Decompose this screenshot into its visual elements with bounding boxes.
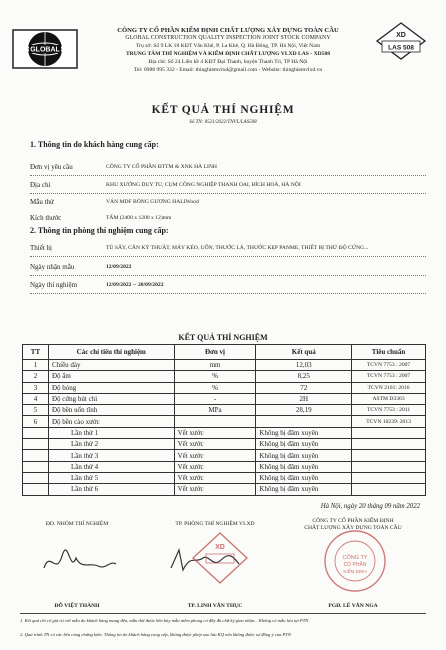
row-result: 12,03 (256, 360, 352, 371)
subrow-trial: Lần thử 5 (48, 472, 174, 483)
row-tt: 1 (23, 360, 49, 371)
subrow-trial: Lần thử 1 (48, 427, 174, 438)
table-row (23, 382, 426, 393)
footnote-1: 1. Kết quả chỉ có giá trị với mẫu do khách hàng mang đến, mẫu thử được bên bảy mẫu niêm phong có đầy đủ chữ ký giao nhận... Không có mẫu lưu tại PTN (20, 618, 309, 623)
address-value: KHU XƯỞNG DUY TU, CỤM CÔNG NGHIỆP THANH OAI, BÍCH HOÀ, HÀ NỘI (106, 182, 301, 188)
footnote-divider (20, 613, 426, 614)
subrow-trial: Lần thử 4 (48, 461, 174, 472)
subrow-standard-empty (352, 484, 426, 495)
signer-middle-role: TP. PHÒNG THÍ NGHIỆM VLXD (175, 521, 255, 527)
subrow-standard-empty (352, 427, 426, 438)
row-criteria: Độ cứng bút chì (48, 393, 174, 404)
subrow-unit: Vết xước (174, 461, 256, 472)
row-standard: ASTM D3363 (352, 393, 426, 404)
row-criteria: Chiều dày (48, 360, 174, 371)
section2-heading: 2. Thông tin phòng thí nghiệm cung cấp: (30, 226, 169, 235)
row-result: 28,19 (256, 405, 352, 416)
row-tt-empty (23, 472, 49, 483)
table-header-row (23, 345, 426, 360)
subrow-trial: Lần thử 3 (48, 450, 174, 461)
test-date-label: Ngày thí nghiệm (30, 281, 78, 289)
svg-text:KIỂM ĐỊNH: KIỂM ĐỊNH (343, 569, 367, 574)
section1-heading: 1. Thông tin do khách hàng cung cấp: (30, 140, 159, 149)
row-result: 2H (256, 393, 352, 404)
divider (30, 256, 426, 257)
row-criteria: Độ bền uốn tĩnh (48, 405, 174, 416)
subrow-standard-empty (352, 472, 426, 483)
col-header-criteria: Các chỉ tiêu thí nghiệm (48, 345, 174, 360)
size-value: TẤM (2400 x 1200 x 12)mm (106, 215, 172, 221)
row-tt: 2 (23, 371, 49, 382)
row-tt: 3 (23, 382, 49, 393)
table-row (23, 405, 426, 416)
sample-label: Mẫu thử (30, 198, 54, 206)
subrow-result: Không bị đâm xuyên (256, 439, 352, 450)
row-result: 8,25 (256, 371, 352, 382)
row-criteria: Độ bền cào xước (48, 416, 174, 427)
table-row (23, 360, 426, 371)
subrow-result: Không bị đâm xuyên (256, 472, 352, 483)
las-badge (374, 20, 428, 64)
row-standard: TCVN 7753 : 2007 (352, 360, 426, 371)
table-subrow (23, 484, 426, 495)
seal-stamp-middle (190, 530, 250, 591)
table-row (23, 371, 426, 382)
letterhead (86, 27, 370, 74)
subrow-result: Không bị đâm xuyên (256, 461, 352, 472)
signer-left-name: ĐỖ VIỆT THÀNH (54, 603, 100, 609)
row-criteria: Độ bóng (48, 382, 174, 393)
subrow-unit: Vết xước (174, 427, 256, 438)
center-name: TRUNG TÂM THÍ NGHIỆM VÀ KIỂM ĐỊNH CHẤT LƯỢNG VLXD LAS - XD508 (125, 50, 331, 57)
divider (30, 193, 426, 194)
table-subrow (23, 472, 426, 483)
col-header-tt: TT (23, 345, 49, 360)
row-tt: 5 (23, 405, 49, 416)
signer-right-company-line1: CÔNG TY CỔ PHẦN KIỂM ĐỊNH (312, 518, 394, 524)
footnote-2: 2. Quá trình TN có các bên cùng chứng kiến. Thông tin do khách hàng cung cấp, không được phép sao lưu KQ nếu không được sự đồng ý của PTN (20, 632, 291, 637)
row-unit: mm (174, 360, 256, 371)
subrow-result: Không bị đâm xuyên (256, 484, 352, 495)
signer-right-company-line2: CHẤT LƯỢNG XÂY DỰNG TOÀN CẦU (304, 525, 402, 531)
results-title: KẾT QUẢ THÍ NGHIỆM (178, 333, 268, 342)
row-result: 72 (256, 382, 352, 393)
table-row (23, 416, 426, 427)
signature-left (40, 548, 120, 583)
document-number: Số TN: 0521/2022/TNVL/LAS508 (189, 120, 257, 125)
issue-date: Hà Nội, ngày 20 tháng 09 năm 2022 (320, 503, 420, 510)
subrow-standard-empty (352, 439, 426, 450)
subrow-standard-empty (352, 450, 426, 461)
row-tt-empty (23, 450, 49, 461)
svg-text:GLOBAL: GLOBAL (30, 46, 60, 54)
subrow-trial: Lần thử 2 (48, 439, 174, 450)
size-label: Kích thước (30, 214, 62, 222)
row-criteria: Độ ẩm (48, 371, 174, 382)
subrow-unit: Vết xước (174, 472, 256, 483)
company-name-vn: CÔNG TY CỔ PHẦN KIỂM ĐỊNH CHẤT LƯỢNG XÂY DỰNG TOÀN CẦU (117, 27, 339, 34)
address-label: Địa chỉ (30, 181, 51, 189)
row-standard: TCVN 2101: 2016 (352, 382, 426, 393)
contact-line: Tel: 0988 995 332 - Email: thinghiemvlxd@gmail.com - Website: thinghiemvlxd.vn (133, 66, 323, 73)
row-tt: 4 (23, 393, 49, 404)
row-tt-empty (23, 439, 49, 450)
divider (30, 275, 426, 276)
las-number: LAS 508 (388, 44, 414, 52)
row-unit: % (174, 382, 256, 393)
row-result (256, 416, 352, 427)
col-header-unit: Đơn vị (174, 345, 256, 360)
subrow-standard-empty (352, 461, 426, 472)
row-unit: - (174, 393, 256, 404)
equipment-label: Thiết bị (30, 244, 52, 252)
table-subrow (23, 450, 426, 461)
row-unit (174, 416, 256, 427)
company-seal (322, 528, 388, 599)
row-unit: MPa (174, 405, 256, 416)
subrow-unit: Vết xước (174, 450, 256, 461)
equipment-value: TỦ SẤY, CÂN KỸ THUẬT, MÁY KÉO, UỐN, THƯỚC LÁ, THƯỚC KẸP PANME, THIẾT BỊ THỬ ĐỘ CỨNG... (106, 245, 369, 251)
table-row (23, 393, 426, 404)
row-tt-empty (23, 427, 49, 438)
received-date-value: 12/09/2022 (106, 264, 132, 270)
row-tt: 6 (23, 416, 49, 427)
row-tt-empty (23, 461, 49, 472)
center-address: Địa chỉ: Số 24 Liền kề 4 KĐT Đại Thanh, huyện Thanh Trì, TP Hà Nội (148, 58, 308, 65)
col-header-standard: Tiêu chuẩn (352, 345, 426, 360)
company-name-en: GLOBAL CONSTRUCTION QUALITY INSPECTION JOINT STOCK COMPANY (125, 34, 331, 41)
row-standard: TCVN 7753 : 2007 (352, 371, 426, 382)
signer-left-role: ĐD. NHÓM THÍ NGHIỆM (45, 521, 109, 527)
test-date-value: 12/09/2022 -- 20/09/2022 (106, 282, 164, 288)
headquarters-address: Trụ sở: Số 9 LK 18 KĐT Văn Khê, P. La Khê, Q. Hà Đông, TP. Hà Nội, Việt Nam (135, 42, 321, 49)
subrow-result: Không bị đâm xuyên (256, 450, 352, 461)
signer-middle-name: TP. LINH VĂN THỤC (187, 603, 243, 609)
table-subrow (23, 427, 426, 438)
svg-text:XD: XD (215, 544, 225, 551)
svg-text:CỔ PHẦN: CỔ PHẦN (343, 562, 367, 568)
row-standard: TCVN 10239: 2013 (352, 416, 426, 427)
divider (30, 293, 426, 294)
row-tt-empty (23, 484, 49, 495)
svg-text:CÔNG TY: CÔNG TY (342, 555, 368, 561)
received-date-label: Ngày nhận mẫu (30, 263, 75, 271)
signer-right-name: PGĐ. LÊ VĂN NGA (328, 603, 378, 609)
subrow-trial: Lần thử 6 (48, 484, 174, 495)
col-header-result: Kết quả (256, 345, 352, 360)
subrow-result: Không bị đâm xuyên (256, 427, 352, 438)
divider (30, 175, 426, 176)
company-logo (11, 26, 79, 72)
subrow-unit: Vết xước (174, 439, 256, 450)
document-title: KẾT QUẢ THÍ NGHIỆM (151, 104, 295, 116)
requester-label: Đơn vị yêu cầu (30, 163, 73, 171)
row-unit: % (174, 371, 256, 382)
requester-value: CÔNG TY CỔ PHẦN ĐTTM & XNK HÀ LINH (106, 164, 217, 170)
row-standard: TCVN 7753 : 2011 (352, 405, 426, 416)
table-subrow (23, 439, 426, 450)
subrow-unit: Vết xước (174, 484, 256, 495)
las-code: XD (396, 32, 406, 39)
results-table (22, 344, 426, 496)
table-subrow (23, 461, 426, 472)
sample-value: VÁN MDF BÓNG GƯƠNG HALIWood (106, 199, 199, 205)
